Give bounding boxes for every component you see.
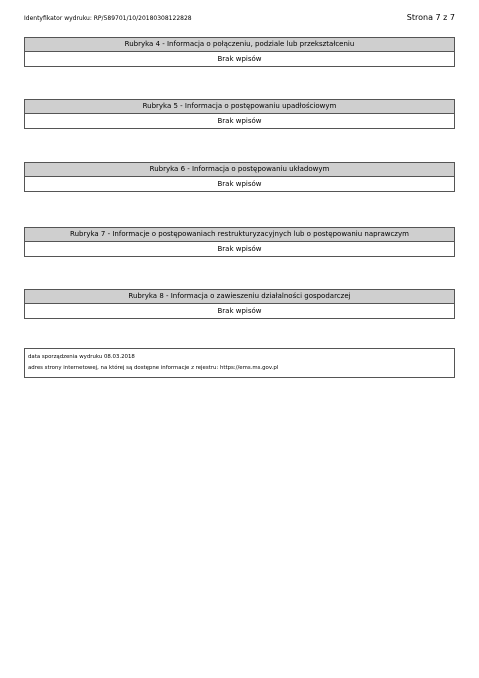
section-body: Brak wpisów: [217, 55, 262, 63]
section-body: Brak wpisów: [217, 180, 262, 188]
section-rubryka-4: [24, 37, 455, 67]
registry-address: adres strony internetowej, na której są dostępne informacje z rejestru: https://ems.ms.gov.pl: [28, 365, 279, 371]
section-title: Rubryka 8 - Informacja o zawieszeniu działalności gospodarczej: [25, 290, 454, 304]
print-identifier: Identyfikator wydruku: RP/589701/10/20180308122828: [24, 15, 192, 22]
print-date: data sporządzenia wydruku 08.03.2018: [28, 354, 135, 360]
section-title: Rubryka 4 - Informacja o połączeniu, podziale lub przekształceniu: [25, 38, 454, 52]
print-info-box: [24, 348, 455, 378]
section-rubryka-5: [24, 99, 455, 129]
section-title: Rubryka 6 - Informacja o postępowaniu układowym: [25, 163, 454, 177]
section-body: Brak wpisów: [217, 245, 262, 253]
section-title: Rubryka 5 - Informacja o postępowaniu upadłościowym: [25, 100, 454, 114]
section-rubryka-8: [24, 289, 455, 319]
section-rubryka-7: [24, 227, 455, 257]
page-number: Strona 7 z 7: [406, 13, 455, 22]
section-body: Brak wpisów: [217, 307, 262, 315]
section-body: Brak wpisów: [217, 117, 262, 125]
section-rubryka-6: [24, 162, 455, 192]
section-title: Rubryka 7 - Informacje o postępowaniach restrukturyzacyjnych lub o postępowaniu naprawczym: [25, 228, 454, 242]
